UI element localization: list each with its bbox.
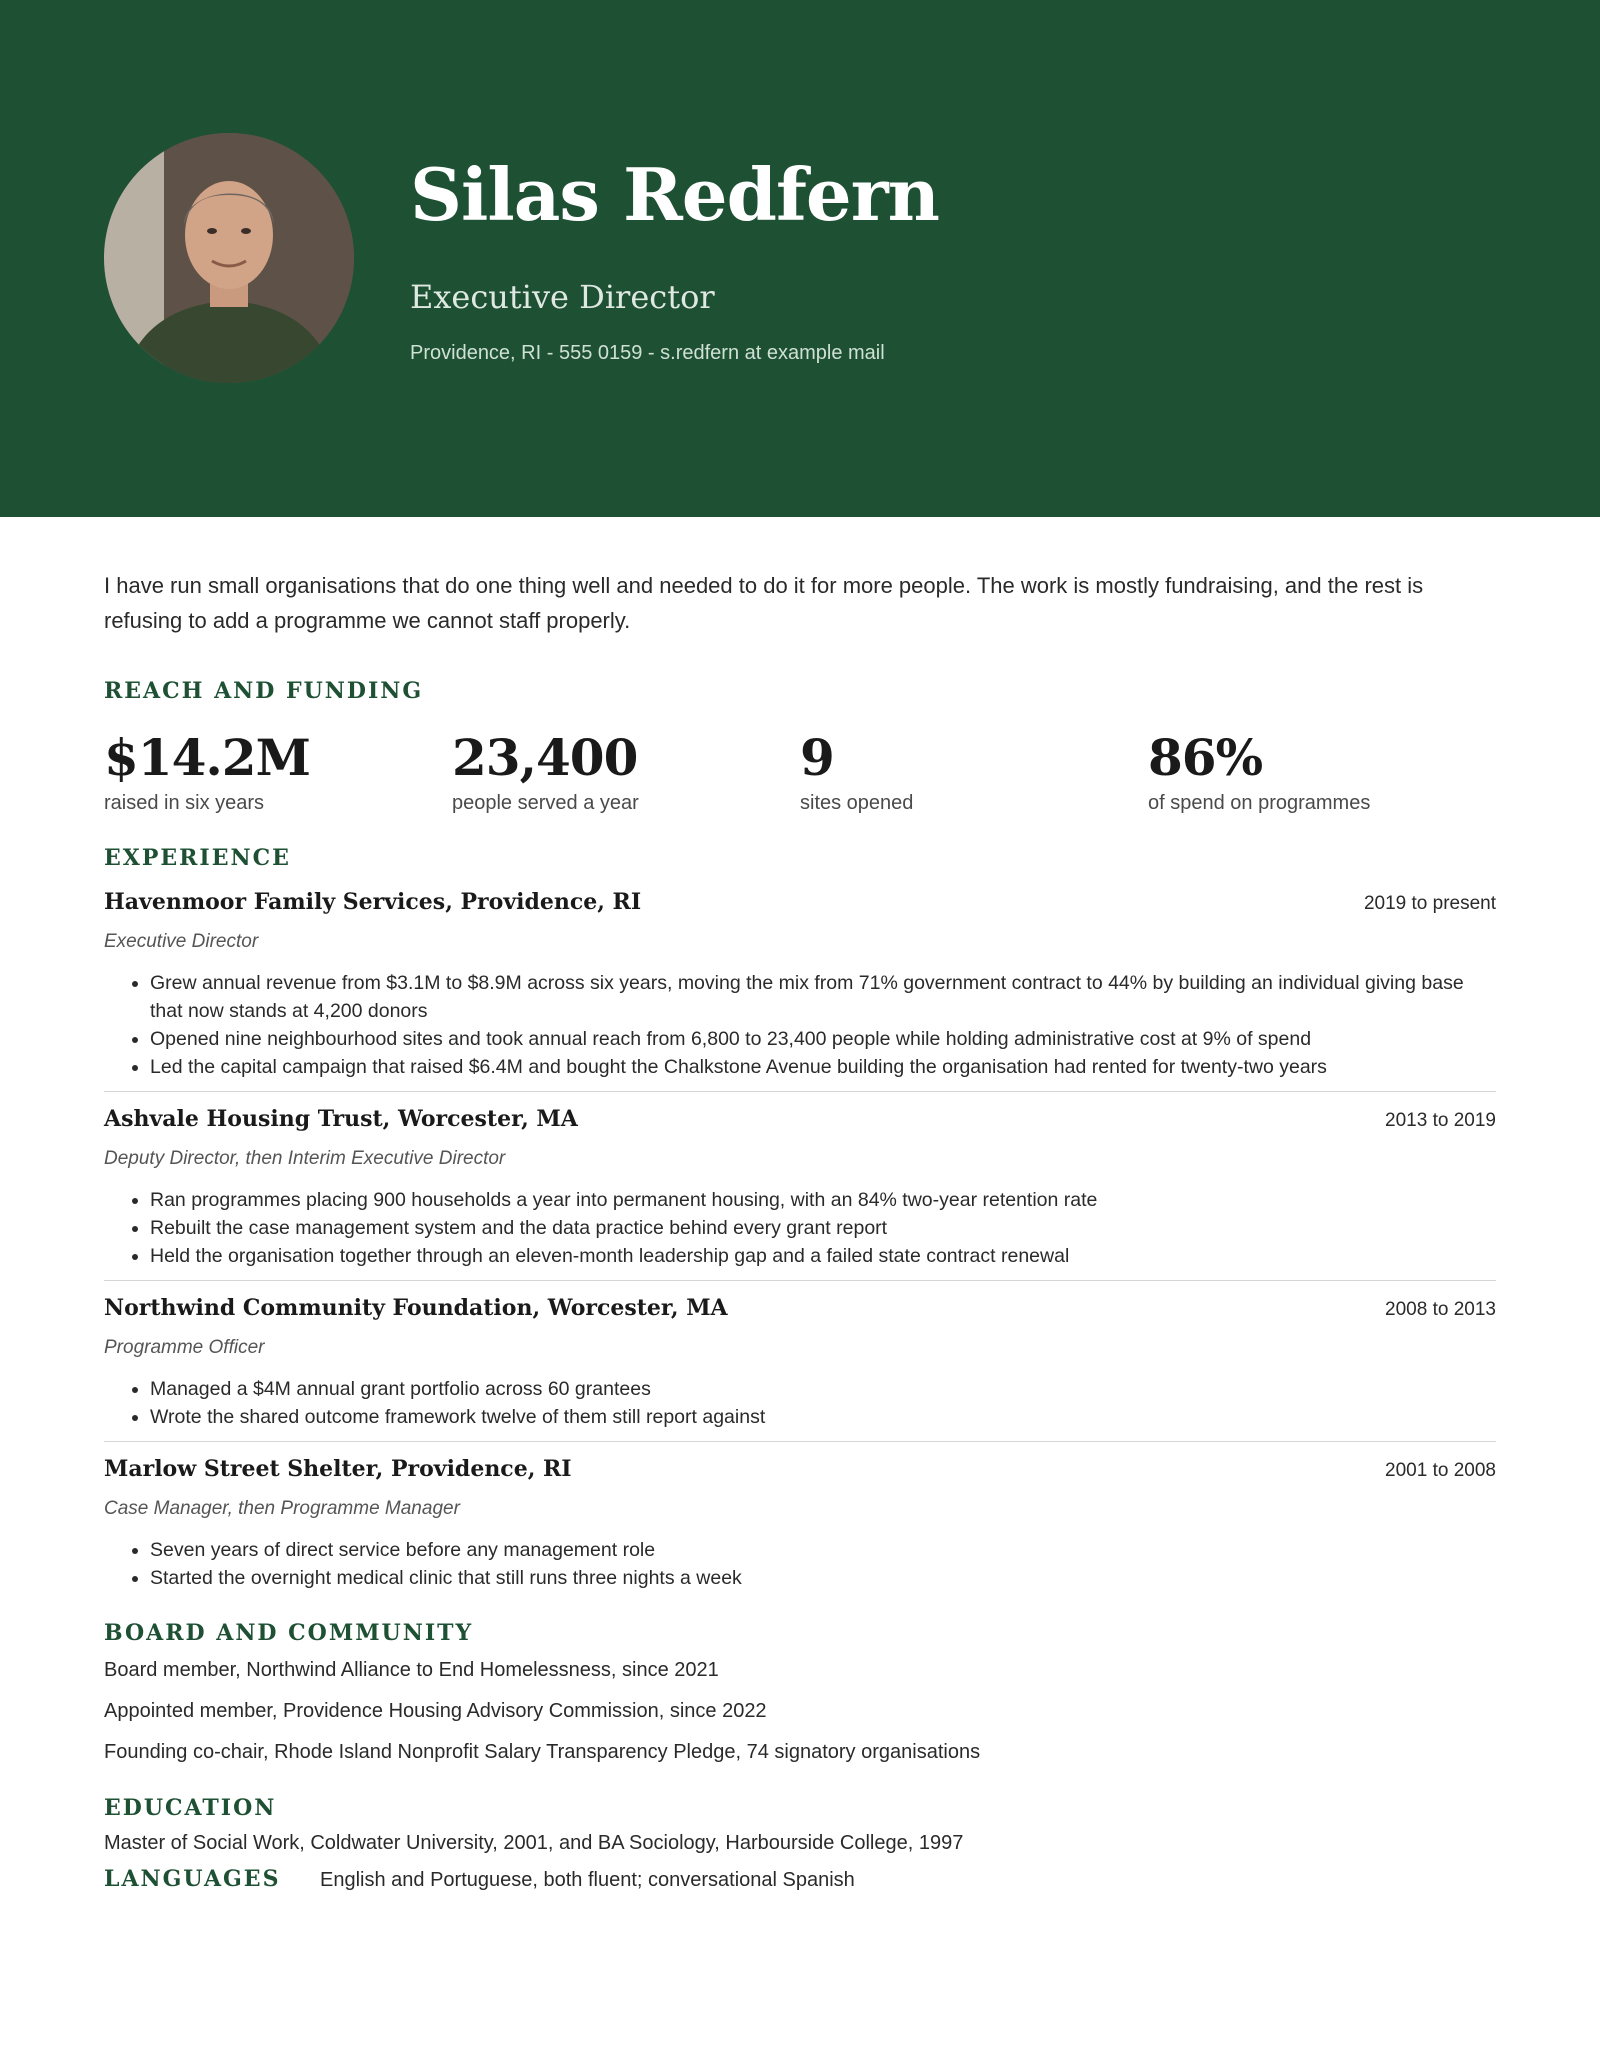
resume-body xyxy=(104,568,1496,1892)
stat-label: people served a year xyxy=(452,792,639,814)
board-item: Appointed member, Providence Housing Advisory Commission, since 2022 xyxy=(104,1700,767,1722)
job-bullet: Led the capital campaign that raised $6.4M and bought the Chalkstone Avenue building the organisation had rented for twenty-two years xyxy=(150,1053,1496,1081)
stat-value: 86% xyxy=(1148,728,1263,787)
job-organisation: Havenmoor Family Services, Providence, RI xyxy=(104,889,642,915)
job-entry xyxy=(104,1280,1496,1441)
stat-value: 23,400 xyxy=(452,728,638,787)
languages-text: English and Portuguese, both fluent; conversational Spanish xyxy=(320,1869,855,1891)
summary-paragraph: I have run small organisations that do one thing well and needed to do it for more people. The work is mostly fundraising, and the rest is refusing to add a programme we cannot staff properly. xyxy=(104,573,1424,633)
job-bullet: Rebuilt the case management system and the data practice behind every grant report xyxy=(150,1214,1496,1242)
job-bullet: Wrote the shared outcome framework twelve of them still report against xyxy=(150,1403,1496,1431)
job-bullets xyxy=(104,1186,1496,1270)
job-entry xyxy=(104,1091,1496,1280)
job-entry xyxy=(104,889,1496,1091)
job-title: Deputy Director, then Interim Executive Director xyxy=(104,1148,506,1169)
person-portrait-icon xyxy=(104,133,354,383)
stat-item xyxy=(800,730,1148,815)
board-item: Board member, Northwind Alliance to End Homelessness, since 2021 xyxy=(104,1659,719,1681)
job-dates: 2019 to present xyxy=(1363,893,1496,914)
section-title-board: BOARD AND COMMUNITY xyxy=(104,1620,474,1646)
stat-label: sites opened xyxy=(800,792,914,814)
stat-label: of spend on programmes xyxy=(1148,792,1371,814)
stat-value: 9 xyxy=(800,728,834,787)
job-bullets xyxy=(104,1375,1496,1431)
job-bullet: Opened nine neighbourhood sites and took annual reach from 6,800 to 23,400 people while holding administrative cost at 9% of spend xyxy=(150,1025,1496,1053)
profile-photo xyxy=(104,133,354,383)
job-organisation: Marlow Street Shelter, Providence, RI xyxy=(104,1456,572,1482)
job-bullet: Started the overnight medical clinic that still runs three nights a week xyxy=(150,1564,1496,1592)
experience-list xyxy=(104,889,1496,1602)
job-bullet: Ran programmes placing 900 households a year into permanent housing, with an 84% two-year retention rate xyxy=(150,1186,1496,1214)
board-list xyxy=(104,1650,1496,1773)
stat-item xyxy=(1148,730,1496,815)
section-title-experience: EXPERIENCE xyxy=(104,845,291,871)
board-item: Founding co-chair, Rhode Island Nonprofit Salary Transparency Pledge, 74 signatory organisations xyxy=(104,1741,981,1763)
job-bullets xyxy=(104,969,1496,1081)
job-organisation: Ashvale Housing Trust, Worcester, MA xyxy=(104,1106,578,1132)
candidate-name: Silas Redfern xyxy=(410,152,940,237)
section-title-reach: REACH AND FUNDING xyxy=(104,678,424,704)
section-title-education: EDUCATION xyxy=(104,1795,277,1821)
stat-item xyxy=(104,730,452,815)
job-organisation: Northwind Community Foundation, Worcester, MA xyxy=(104,1295,728,1321)
job-bullet: Grew annual revenue from $3.1M to $8.9M across six years, moving the mix from 71% government contract to 44% by building an individual giving base that now stands at 4,200 donors xyxy=(150,969,1496,1025)
languages-row xyxy=(104,1866,1496,1892)
contact-info: Providence, RI - 555 0159 - s.redfern at example mail xyxy=(410,342,885,364)
job-dates: 2008 to 2013 xyxy=(1385,1299,1496,1320)
job-title: Programme Officer xyxy=(104,1337,265,1358)
stat-item xyxy=(452,730,800,815)
job-title: Case Manager, then Programme Manager xyxy=(104,1498,460,1519)
job-bullet: Held the organisation together through an eleven-month leadership gap and a failed state contract renewal xyxy=(150,1242,1496,1270)
candidate-role: Executive Director xyxy=(410,278,715,316)
job-bullets xyxy=(104,1536,1496,1592)
job-bullet: Managed a $4M annual grant portfolio across 60 grantees xyxy=(150,1375,1496,1403)
stat-label: raised in six years xyxy=(104,792,265,814)
resume-header xyxy=(0,0,1600,517)
education-text: Master of Social Work, Coldwater University, 2001, and BA Sociology, Harbourside College, 1997 xyxy=(104,1832,964,1854)
stat-value: $14.2M xyxy=(104,728,310,787)
job-entry xyxy=(104,1441,1496,1602)
job-dates: 2001 to 2008 xyxy=(1385,1460,1496,1481)
stats-row xyxy=(104,730,1496,815)
section-title-languages: LANGUAGES xyxy=(104,1866,281,1892)
job-title: Executive Director xyxy=(104,931,259,952)
job-bullet: Seven years of direct service before any management role xyxy=(150,1536,1496,1564)
job-dates: 2013 to 2019 xyxy=(1385,1110,1496,1131)
